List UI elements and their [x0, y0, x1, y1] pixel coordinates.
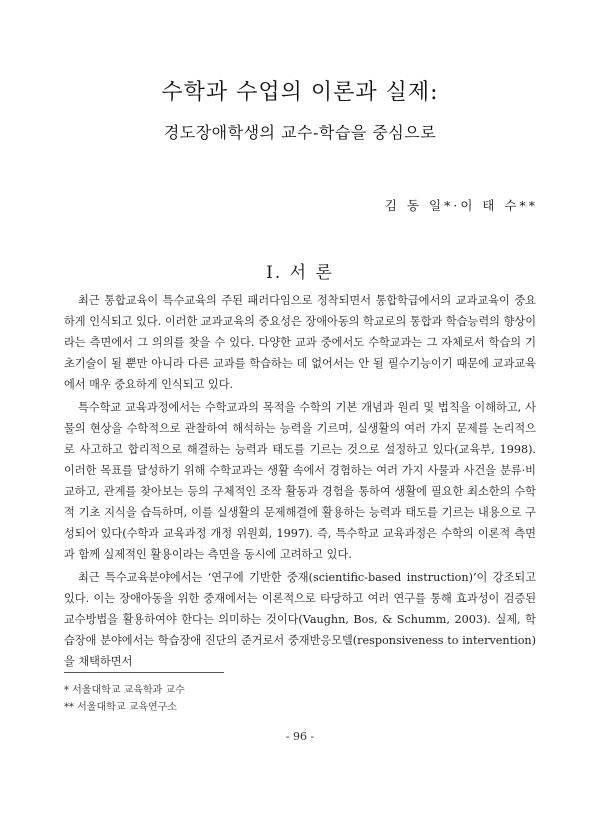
page-number: - 96 -: [285, 730, 315, 743]
body-text: [64, 290, 536, 672]
paper-subtitle: 경도장애학생의 교수-학습을 중심으로: [163, 123, 437, 142]
paper-title: 수학과 수업의 이론과 실제:: [161, 80, 439, 105]
footnote: ** 서울대학교 교육연구소: [64, 702, 177, 713]
paragraph: 최근 특수교육분야에서는 ‘연구에 기반한 중재(scientific-based instruction)’이 강조되고 있다. 이는 장애아동을 위한 중재에서는 이론적으로 타당하고 여러 연구를 통해 효과성이 검증된 교수방법을 활용하여야 한다는 의미하는 것이다(Vaughn, Bos, & Schumm, 2003). 실제, 학습장애 분야에서는 학습장애 진단의 준거로서 중재반응모델(responsiveness to intervention)을 채택하면서: [64, 571, 536, 668]
section-heading: Ⅰ. 서 론: [266, 263, 334, 283]
footnote-divider: [64, 672, 224, 673]
footnotes: [64, 682, 185, 716]
paragraph: 최근 통합교육이 특수교육의 주된 패러다임으로 정착되면서 통합학급에서의 교과교육이 중요하게 인식되고 있다. 이러한 교과교육의 중요성은 장애아동의 학교로의 통합과 학습능력의 향상이라는 측면에서 그 의의를 찾을 수 있다. 다양한 교과 중에서도 수학교과는 그 자체로서 학습의 기초기술이 될 뿐만 아니라 다른 교과를 학습하는 데 없어서는 안 될 필수기능이기 때문에 교과교육에서 매우 중요하게 인식되고 있다.: [64, 294, 536, 391]
author-line: 김 동 일*·이 태 수**: [384, 198, 538, 213]
paragraph: 특수학교 교육과정에서는 수학교과의 목적을 수학의 기본 개념과 원리 및 법칙을 이해하고, 사물의 현상을 수학적으로 관찰하여 해석하는 능력을 기르며, 실생활의 여러 가지 문제를 논리적으로 사고하고 합리적으로 해결하는 능력과 태도를 기르는 것으로 설정하고 있다(교육부, 1998). 이러한 목표를 달성하기 위해 수학교과는 생활 속에서 경험하는 여러 가지 사물과 사건을 분류·비교하고, 관계를 찾아보는 등의 구체적인 조작 활동과 경험을 통하여 생활에 필요한 최소한의 수학적 기초 지식을 습득하며, 이를 실생활의 문제해결에 활용하는 능력과 태도를 기르는 내용으로 구성되어 있다(수학과 교육과정 개정 위원회, 1997). 즉, 특수학교 교육과정은 수학의 이론적 측면과 함께 실제적인 활용이라는 측면을 동시에 고려하고 있다.: [64, 401, 536, 561]
footnote: * 서울대학교 교육학과 교수: [64, 685, 185, 696]
